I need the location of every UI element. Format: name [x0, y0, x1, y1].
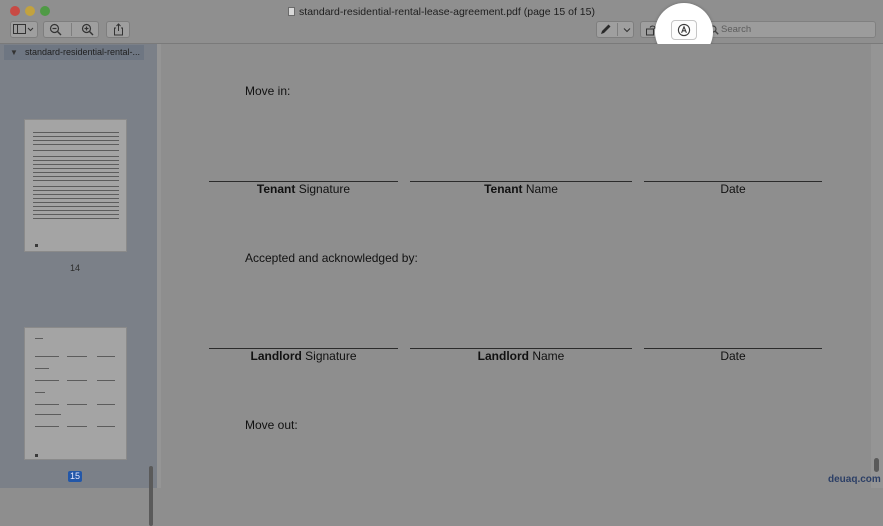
window-title-text: standard-residential-rental-lease-agreement.pdf (page 15 of 15) [299, 6, 595, 18]
thumbnail-line [67, 404, 87, 405]
thumbnail-line [33, 180, 119, 181]
thumbnail-line [33, 144, 119, 145]
thumbnail-line [33, 176, 119, 177]
date-label: Date [720, 182, 746, 196]
markup-toolbar-button[interactable] [671, 20, 697, 40]
thumbnail-line [33, 210, 119, 211]
thumbnail-line [33, 190, 119, 191]
thumbnail-line [33, 218, 119, 219]
thumbnail-line [67, 356, 87, 357]
zoom-out-icon[interactable] [49, 23, 62, 36]
pen-tool-button[interactable] [596, 21, 634, 38]
sidebar-document-header[interactable] [4, 45, 144, 60]
search-field[interactable] [704, 21, 876, 38]
share-button[interactable] [106, 21, 130, 38]
date-label: Date [720, 349, 746, 363]
landlord-signature-label: Landlord Signature [250, 349, 357, 363]
zoom-control [43, 21, 99, 38]
zoom-in-icon[interactable] [81, 23, 94, 36]
window-titlebar [0, 0, 883, 44]
thumbnail-line [33, 198, 119, 199]
thumbnail-line [33, 136, 119, 137]
thumbnail-line [33, 160, 119, 161]
watermark-text: deuaq.com [828, 474, 881, 485]
thumbnail-line [97, 426, 115, 427]
thumbnail-line [33, 132, 119, 133]
thumbnail-line [35, 392, 45, 393]
page-thumbnail-14[interactable] [24, 119, 127, 252]
sidebar-document-name: standard-residential-rental-... [25, 47, 141, 57]
thumbnail-line [97, 404, 115, 405]
thumbnail-line [33, 140, 119, 141]
thumbnail-line [33, 150, 119, 151]
page-number-14: 14 [69, 263, 80, 273]
accepted-heading: Accepted and acknowledged by: [245, 251, 418, 265]
thumbnail-line [67, 426, 87, 427]
chevron-down-icon [623, 27, 631, 33]
thumbnail-line [33, 156, 119, 157]
thumbnail-sidebar [0, 44, 157, 488]
thumbnail-line [33, 168, 119, 169]
thumbnail-line [33, 214, 119, 215]
thumbnail-line [35, 380, 59, 381]
pdf-document-icon [288, 7, 295, 16]
thumbnail-line [97, 356, 115, 357]
window-title [0, 6, 883, 18]
thumbnail-line [67, 380, 87, 381]
thumbnail-line [33, 164, 119, 165]
thumbnail-line [33, 206, 119, 207]
pen-divider [617, 23, 618, 36]
sidebar-toggle-button[interactable] [10, 21, 38, 38]
thumbnail-line [35, 356, 59, 357]
zoom-divider [71, 23, 72, 36]
search-placeholder: Search [721, 24, 752, 35]
thumbnail-bullet [35, 454, 38, 457]
sidebar-icon [13, 24, 35, 35]
pdf-page [161, 44, 871, 488]
thumbnail-line [33, 202, 119, 203]
thumbnail-line [33, 186, 119, 187]
share-icon [113, 23, 124, 36]
thumbnail-line [35, 426, 59, 427]
thumbnail-line [33, 194, 119, 195]
page-number-15-selected: 15 [69, 471, 80, 481]
tenant-signature-label: Tenant Signature [256, 182, 351, 196]
thumbnail-line [35, 414, 61, 415]
thumbnail-line [97, 380, 115, 381]
page-thumbnail-15[interactable] [24, 327, 127, 460]
thumbnail-line [33, 172, 119, 173]
move-out-heading: Move out: [245, 418, 298, 432]
thumbnail-bullet [35, 244, 38, 247]
disclosure-triangle-icon[interactable]: ▼ [10, 48, 18, 57]
thumbnail-line [35, 368, 49, 369]
document-view [157, 44, 883, 488]
markup-icon [677, 23, 691, 37]
document-scrollbar[interactable] [874, 458, 879, 472]
pen-icon [599, 23, 612, 36]
tenant-name-label: Tenant Name [484, 182, 558, 196]
move-in-heading: Move in: [245, 84, 291, 98]
thumbnail-line [35, 338, 43, 339]
sidebar-scrollbar[interactable] [149, 466, 153, 526]
landlord-name-label: Landlord Name [477, 349, 565, 363]
thumbnail-line [35, 404, 59, 405]
